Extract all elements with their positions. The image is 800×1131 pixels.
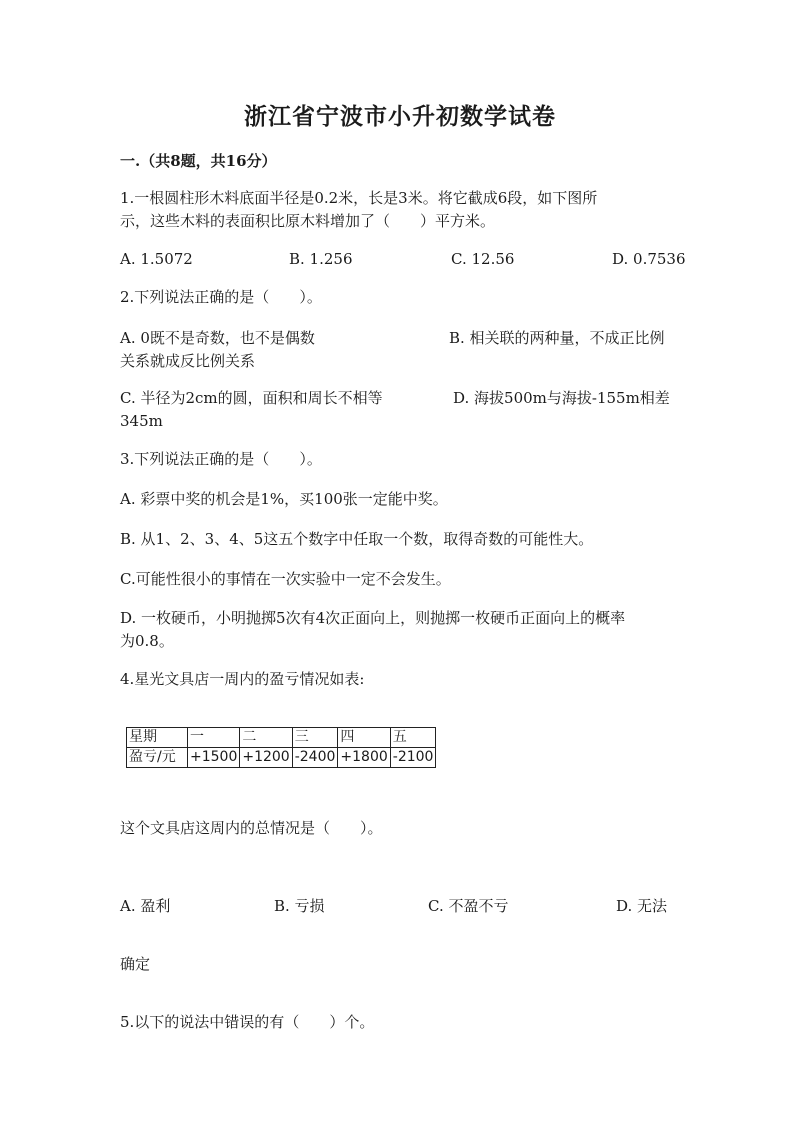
table-cell: +1200 (240, 748, 292, 768)
table-cell: -2100 (390, 748, 436, 768)
q4-option-d: D. 无法 (616, 897, 668, 915)
q4-question: 这个文具店这周内的总情况是（ ）。 (120, 819, 383, 837)
q3-option-d-line1: D. 一枚硬币，小明抛掷5次有4次正面向上，则抛掷一枚硬币正面向上的概率 (120, 609, 626, 627)
q1-option-d: D. 0.7536 (612, 250, 686, 268)
q4-stem: 4.星光文具店一周内的盈亏情况如表: (120, 670, 365, 688)
profit-table (126, 727, 436, 768)
table-cell: 盈亏/元 (127, 748, 188, 768)
section-heading: 一.（共8题，共16分） (120, 152, 277, 170)
q1-option-a: A. 1.5072 (120, 250, 193, 268)
q2-stem: 2.下列说法正确的是（ ）。 (120, 288, 322, 306)
q1-stem-line2: 示，这些木料的表面积比原木料增加了（ ）平方米。 (120, 212, 496, 230)
table-cell: 三 (292, 728, 338, 748)
q1-option-b: B. 1.256 (289, 250, 353, 268)
q2-option-a: A. 0既不是奇数，也不是偶数 (120, 329, 315, 347)
q3-option-d-line2: 为0.8。 (120, 632, 174, 650)
q3-option-c: C.可能性很小的事情在一次实验中一定不会发生。 (120, 570, 451, 588)
q5-stem: 5.以下的说法中错误的有（ ）个。 (120, 1013, 375, 1031)
q1-stem-line1: 1.一根圆柱形木料底面半径是0.2米，长是3米。将它截成6段，如下图所 (120, 189, 598, 207)
table-cell: 四 (338, 728, 390, 748)
q3-option-a: A. 彩票中奖的机会是1%，买100张一定能中奖。 (120, 490, 448, 508)
table-cell: -2400 (292, 748, 338, 768)
table-row (127, 748, 436, 768)
q2-option-b-line1: B. 相关联的两种量，不成正比例 (449, 329, 665, 347)
q4-option-d-wrap: 确定 (120, 955, 151, 973)
table-cell: 二 (240, 728, 292, 748)
table-cell: 五 (390, 728, 436, 748)
q3-option-b: B. 从1、2、3、4、5这五个数字中任取一个数，取得奇数的可能性大。 (120, 530, 594, 548)
page-title: 浙江省宁波市小升初数学试卷 (244, 103, 556, 130)
q1-option-c: C. 12.56 (451, 250, 515, 268)
q4-option-c: C. 不盈不亏 (428, 897, 509, 915)
table-cell: 星期 (127, 728, 188, 748)
q2-option-b-line2: 关系就成反比例关系 (120, 352, 256, 370)
q3-stem: 3.下列说法正确的是（ ）。 (120, 450, 322, 468)
q4-option-b: B. 亏损 (274, 897, 325, 915)
table-row (127, 728, 436, 748)
q4-option-a: A. 盈利 (120, 897, 171, 915)
q2-option-c: C. 半径为2cm的圆，面积和周长不相等 (120, 389, 383, 407)
q2-option-d-line1: D. 海拔500m与海拔-155m相差 (453, 389, 670, 407)
table-cell: +1800 (338, 748, 390, 768)
table-cell: 一 (188, 728, 240, 748)
q2-option-d-line2: 345m (120, 412, 163, 430)
table-cell: +1500 (188, 748, 240, 768)
